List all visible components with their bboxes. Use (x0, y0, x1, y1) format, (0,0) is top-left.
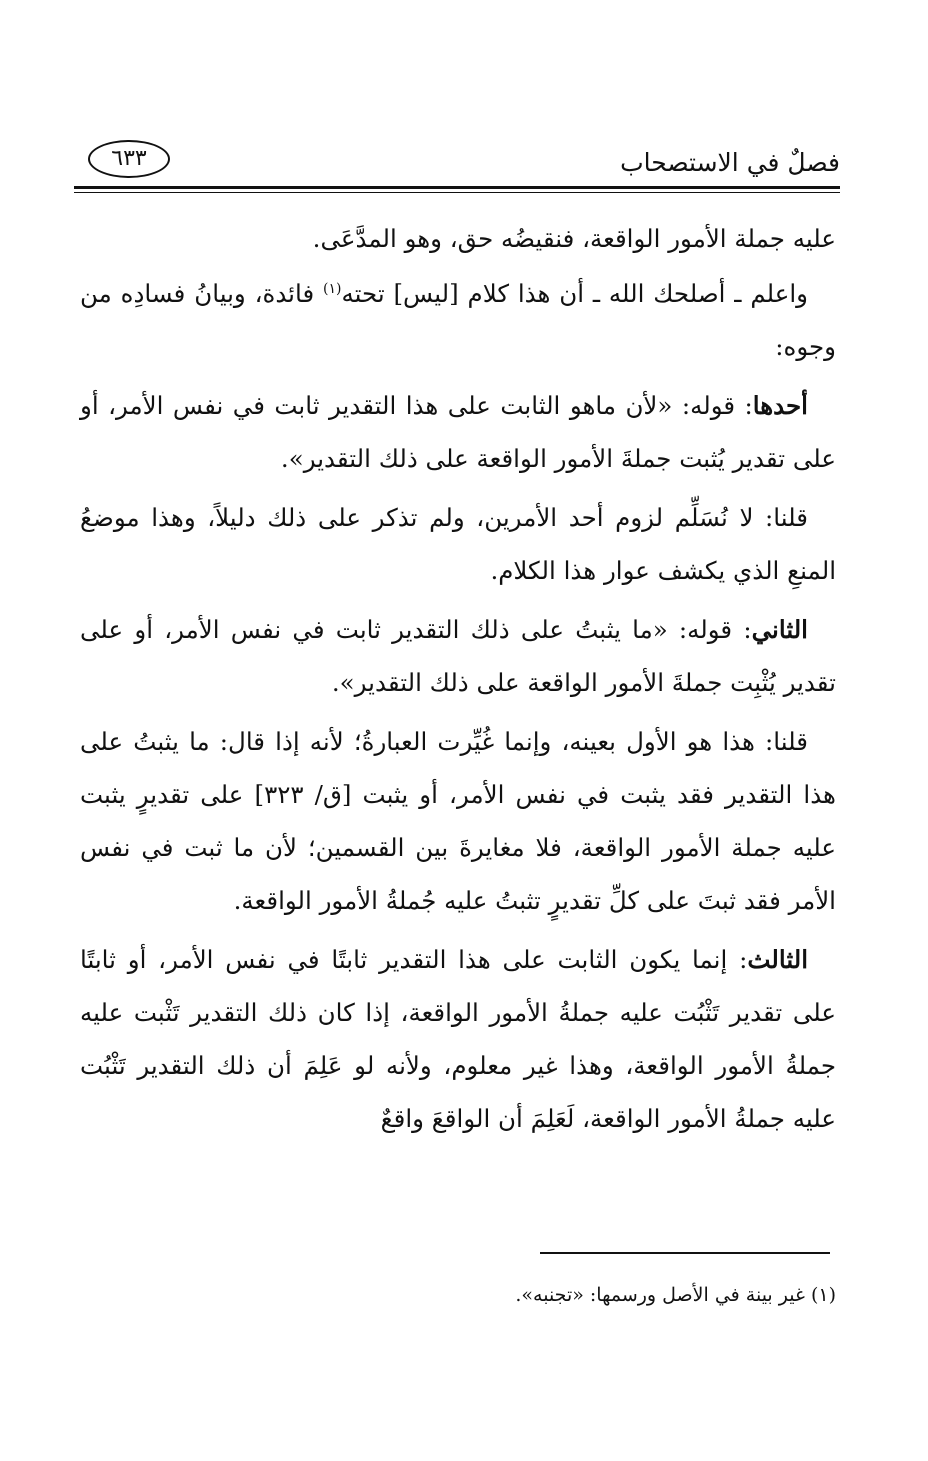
paragraph-2-text-b: فائدة، وبيانُ فسادِه من وجوه: (80, 279, 836, 361)
footnote-ref: (١) (323, 280, 342, 297)
paragraph-3-lead: أحدها (752, 391, 808, 420)
page-header (74, 140, 840, 190)
paragraph-2-text-a: واعلم ـ أصلحك الله ـ أن هذا كلام [ليس] تحته (341, 279, 808, 308)
paragraph-4: قلنا: لا نُسَلِّم لزوم أحد الأمرين، ولم تذكر على ذلك دليلاً، وهذا موضعُ المنعِ الذي يكشف عوار هذا الكلام. (80, 503, 836, 585)
body-text (80, 212, 836, 1151)
paragraph-7-lead: الثالث (747, 945, 808, 974)
paragraph-3-text: : قوله: «لأن ماهو الثابت على هذا التقدير ثابت في نفس الأمر، أو على تقدير يُثبت جملةَ الأمور الواقعة على ذلك التقدير». (80, 391, 836, 473)
header-rule-thin (74, 192, 840, 193)
paragraph-2 (80, 267, 836, 373)
paragraph-7 (80, 933, 836, 1145)
header-rule (74, 186, 840, 189)
footnote: (١) غير بينة في الأصل ورسمها: «تجنبه». (515, 1284, 836, 1306)
footnote-rule (540, 1252, 830, 1254)
running-title: فصلٌ في الاستصحاب (620, 148, 840, 177)
paragraph-3 (80, 379, 836, 485)
paragraph-5 (80, 603, 836, 709)
paragraph-1: عليه جملة الأمور الواقعة، فنقيضُه حق، وهو المدَّعَى. (312, 224, 836, 253)
paragraph-6: قلنا: هذا هو الأول بعينه، وإنما غُيِّرت العبارةُ؛ لأنه إذا قال: ما يثبتُ على هذا التقدير فقد يثبت في نفس الأمر، أو يثبت [ق/ ٣٢٣] على تقديرٍ يثبت عليه جملة الأمور الواقعة، فلا مغايرةَ بين القسمين؛ لأن ما ثبت في نفس الأمر فقد ثبتَ على كلِّ تقديرٍ تثبتُ عليه جُملةُ الأمور الواقعة. (80, 727, 836, 915)
paragraph-5-text: : قوله: «ما يثبتُ على ذلك التقدير ثابت في نفس الأمر، أو على تقدير يُثْبِت جملةَ الأمور الواقعة على ذلك التقدير». (80, 615, 836, 697)
page-number: ٦٣٣ (88, 140, 170, 178)
paragraph-5-lead: الثاني (751, 615, 808, 644)
paragraph-7-text: : إنما يكون الثابت على هذا التقدير ثابتًا في نفس الأمر، أو ثابتًا على تقدير تَثْبُت عليه جملةُ الأمور الواقعة، إذا كان ذلك التقدير تَثْبت عليه جملةُ الأمور الواقعة، وهذا غير معلوم، ولأنه لو عَلِمَ أن ذلك التقدير تَثْبُت عليه جملةُ الأمور الواقعة، لَعَلِمَ أن الواقعَ واقعٌ (80, 945, 836, 1133)
